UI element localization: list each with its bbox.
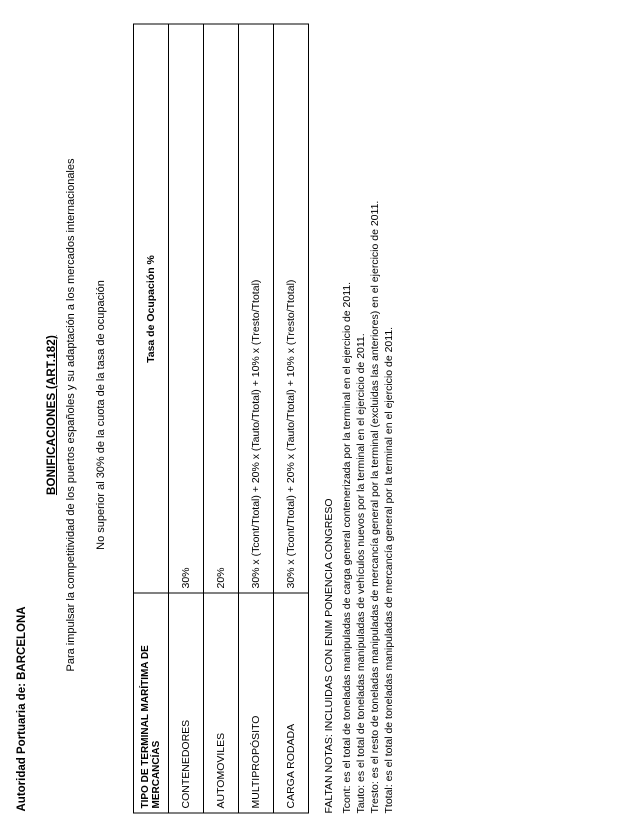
- cell-terminal-type: CONTENEDORES: [169, 593, 204, 813]
- cap-note: No superior al 30% de la cuota de la tasa de ocupación: [95, 279, 107, 550]
- page-subtitle: Para impulsar la competitividad de los puertos españoles y su adaptación a los mercados internacionales: [65, 158, 77, 672]
- cell-terminal-type: AUTOMOVILES: [204, 593, 239, 813]
- table-row: [169, 24, 204, 813]
- cell-occupancy-rate: 30% x (Tcont/Ttotal) + 20% x (Tauto/Ttotal) + 10% x (Tresto/Ttotal): [239, 24, 274, 593]
- table-row: [274, 24, 309, 813]
- notes-block: [323, 14, 396, 813]
- authority-line: Autoridad Portuaria de: BARCELONA: [16, 605, 28, 811]
- title-block: [46, 14, 77, 815]
- cell-terminal-type: CARGA RODADA: [274, 593, 309, 813]
- table-header-row: [134, 24, 169, 813]
- notes-line-ttotal: Ttotal: es el total de toneladas manipuladas de mercancía general por la terminal en el ejercicio de 2011.: [382, 326, 395, 813]
- notes-line-tcont: Tcont: es el total de toneladas manipuladas de carga general contenerizada por la terminal en el ejercicio de 2011.: [341, 281, 353, 813]
- notes-line-tauto: Tauto: es el total de toneladas manipuladas de vehículos nuevos por la terminal en el ejercicio de 2011.: [354, 332, 367, 813]
- table-row: [239, 24, 274, 813]
- cell-occupancy-rate: 20%: [204, 24, 239, 593]
- column-header-terminal-type: TIPO DE TERMINAL MARÍTIMA DE MERCANCÍAS: [134, 593, 169, 813]
- page-title: BONIFICACIONES (ART.182): [46, 334, 58, 495]
- bonificaciones-table: [133, 23, 309, 813]
- notes-line-tresto: Tresto: es el resto de toneladas manipuladas de mercancía general por la terminal (excluidas las anteriores) en el ejercicio de 2011.: [368, 200, 381, 813]
- table-row: [204, 24, 239, 813]
- cell-terminal-type: MULTIPROPÓSITO: [239, 593, 274, 813]
- column-header-occupancy-rate: Tasa de Ocupación %: [134, 24, 169, 593]
- notes-title: FALTAN NOTAS: INCLUIDAS CON ENIM PONENCIA CONGRESO: [323, 497, 335, 813]
- cell-occupancy-rate: 30% x (Tcont/Ttotal) + 20% x (Tauto/Ttotal) + 10% x (Tresto/Ttotal): [274, 24, 309, 593]
- cell-occupancy-rate: 30%: [169, 24, 204, 593]
